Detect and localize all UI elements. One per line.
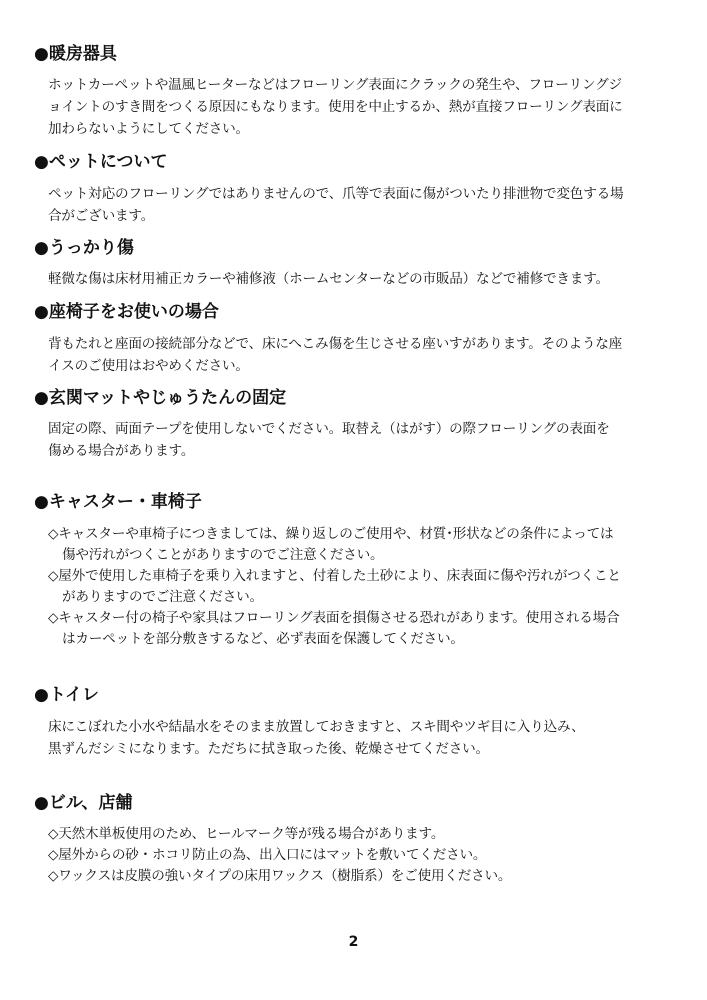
- paragraph-scratches: [48, 268, 668, 290]
- text-line: 背もたれと座面の接続部分などで、床にへこみ傷を生じさせる座いすがあります。そのような座: [48, 336, 623, 352]
- heading-heating: ●暖房器具: [34, 44, 117, 64]
- paragraph-mats: [48, 418, 668, 462]
- text-line: イスのご使用はおやめください。: [48, 358, 249, 374]
- heading-mats: ●玄関マットやじゅうたんの固定: [34, 388, 287, 408]
- list-buildings: [48, 824, 668, 887]
- list-item-line: ◇キャスター付の椅子や家具はフローリング表面を損傷させる恐れがあります。使用される場合: [48, 610, 620, 626]
- heading-casters: ●キャスター・車椅子: [34, 492, 202, 512]
- text-line: ョイントのすき間をつくる原因にもなります。使用を中止するか、熱が直接フローリング表面に: [48, 99, 623, 115]
- list-item-line: ◇ワックスは皮膜の強いタイプの床用ワックス（樹脂系）をご使用ください。: [48, 868, 512, 884]
- list-item-line: ◇天然木単板使用のため、ヒールマーク等が残る場合があります。: [48, 826, 445, 842]
- list-casters: [48, 524, 668, 650]
- page-number: 2: [348, 934, 359, 950]
- list-item-line: ◇屋外からの砂・ホコリ防止の為、出入口にはマットを敷いてください。: [48, 847, 487, 863]
- text-line: 傷める場合があります。: [48, 443, 195, 459]
- list-item-line: ◇屋外で使用した車椅子を乗り入れますと、付着した土砂により、床表面に傷や汚れがつくこと: [48, 568, 621, 584]
- paragraph-toilet: [48, 716, 668, 760]
- text-line: 固定の際、両面テープを使用しないでください。取替え（はがす）の際フローリングの表面を: [48, 421, 610, 437]
- heading-floor-chair: ●座椅子をお使いの場合: [34, 302, 219, 322]
- heading-scratches: ●うっかり傷: [34, 238, 134, 258]
- paragraph-floor-chair: [48, 333, 668, 377]
- heading-pets: ●ペットについて: [34, 152, 168, 172]
- list-item-line: ◇キャスターや車椅子につきましては、繰り返しのご使用や、材質･形状などの条件によっては: [48, 526, 614, 542]
- paragraph-heating: [48, 74, 668, 140]
- text-line: 黒ずんだシミになります。ただちに拭き取った後、乾燥させてください。: [48, 741, 489, 757]
- paragraph-pets: [48, 183, 668, 227]
- list-item-continuation: がありますのでご注意ください。: [62, 589, 263, 605]
- heading-toilet: ●トイレ: [34, 685, 99, 705]
- text-line: 軽微な傷は床材用補正カラーや補修液（ホームセンターなどの市販品）などで補修できます。: [48, 271, 609, 287]
- text-line: 床にこぼれた小水や結晶水をそのまま放置しておきますと、スキ間やツギ目に入り込み、: [48, 719, 585, 735]
- list-item-continuation: 傷や汚れがつくことがありますのでご注意ください。: [62, 547, 384, 563]
- text-line: ホットカーペットや温風ヒーターなどはフローリング表面にクラックの発生や、フローリングジ: [48, 77, 622, 93]
- text-line: ペット対応のフローリングではありませんので、爪等で表面に傷がついたり排泄物で変色する場: [48, 186, 624, 202]
- text-line: 合がございます。: [48, 208, 155, 224]
- list-item-continuation: はカーペットを部分敷きするなど、必ず表面を保護してください。: [62, 631, 464, 647]
- heading-buildings: ●ビル、店舗: [34, 793, 133, 813]
- text-line: 加わらないようにしてください。: [48, 121, 249, 137]
